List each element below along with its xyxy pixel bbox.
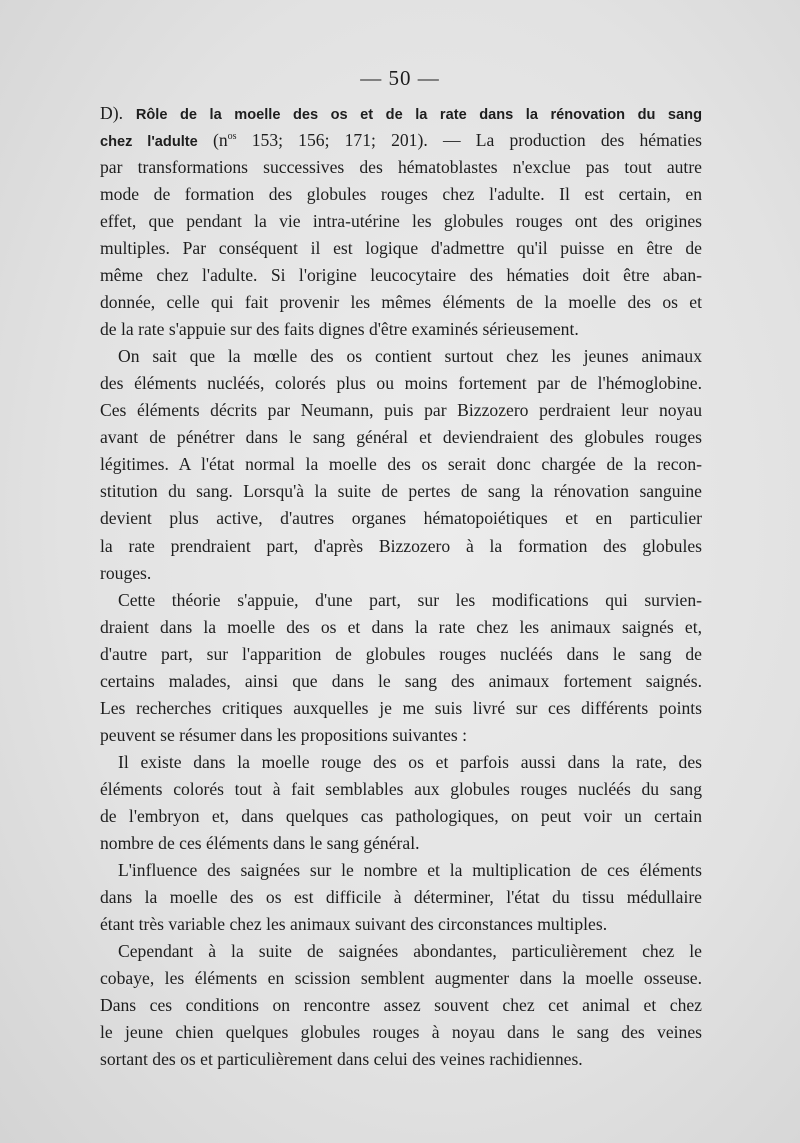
text-line: devient plus active, d'autres organes hématopoiétiques et en particulier bbox=[100, 508, 702, 529]
text-line: légitimes. A l'état normal la moelle des os serait donc chargée de la recon- bbox=[100, 454, 702, 475]
text-line: certains malades, ainsi que dans le sang des animaux fortement saignés. bbox=[100, 670, 702, 691]
text-line: d'autre part, sur l'apparition de globules rouges nucléés dans le sang de bbox=[100, 643, 702, 664]
text-line: effet, que pendant la vie intra-utérine les globules rouges ont des origines bbox=[100, 211, 702, 232]
section-line2-rest: — La production des hématies bbox=[442, 130, 702, 151]
text-line: Cette théorie s'appuie, d'une part, sur les modifications qui survien- bbox=[118, 589, 702, 610]
section-title-part-2: chez l'adulte bbox=[100, 134, 198, 151]
text-line: multiples. Par conséquent il est logique d'admettre qu'il puisse en être de bbox=[100, 238, 702, 259]
paragraphs bbox=[100, 154, 702, 1073]
text-line: Cependant à la suite de saignées abondantes, particulièrement chez le bbox=[118, 940, 702, 961]
text-line: éléments colorés tout à fait semblables aux globules rouges nucléés du sang bbox=[100, 778, 702, 799]
text-line: Les recherches critiques auxquelles je me suis livré sur ces différents points bbox=[100, 697, 702, 718]
text-line: mode de formation des globules rouges chez l'adulte. Il est certain, en bbox=[100, 184, 702, 205]
text-line: donnée, celle qui fait provenir les mêmes éléments de la moelle des os et bbox=[100, 292, 702, 313]
text-line: peuvent se résumer dans les propositions suivantes : bbox=[100, 724, 467, 745]
section-heading-line-2 bbox=[100, 127, 702, 154]
text-line: cobaye, les éléments en scission semblent augmenter dans la moelle osseuse. bbox=[100, 968, 702, 988]
page-number: — 50 — bbox=[360, 66, 440, 90]
text-line: de l'embryon et, dans quelques cas pathologiques, on peut voir un certain bbox=[100, 805, 702, 826]
text-line: le jeune chien quelques globules rouges à noyau dans le sang des veines bbox=[100, 1022, 702, 1043]
section-marker: D). bbox=[100, 103, 123, 123]
text-line: des éléments nucléés, colorés plus ou moins fortement par de l'hémoglobine. bbox=[100, 373, 702, 394]
section-refs-numbers: 153; 156; 171; 201). bbox=[251, 130, 428, 151]
text-line: avant de pénétrer dans le sang général et deviendraient des globules rouges bbox=[100, 427, 702, 448]
section-refs-sup: os bbox=[227, 131, 237, 143]
section-refs-prefix: (n bbox=[212, 130, 228, 151]
text-line: étant très variable chez les animaux suivant des circonstances multiples. bbox=[100, 913, 608, 934]
section-title-part-1: Rôle de la moelle des os et de la rate dans la rénovation du sang bbox=[135, 107, 702, 123]
text-line: sortant des os et particulièrement dans celui des veines rachidiennes. bbox=[100, 1049, 583, 1070]
body-text bbox=[100, 100, 702, 1073]
text-line: L'influence des saignées sur le nombre et la multiplication de ces éléments bbox=[118, 859, 702, 880]
text-line: stitution du sang. Lorsqu'à la suite de pertes de sang la rénovation sanguine bbox=[100, 481, 702, 502]
text-line: nombre de ces éléments dans le sang général. bbox=[100, 832, 420, 853]
section-heading-line-1 bbox=[100, 100, 702, 127]
text-line: Dans ces conditions on rencontre assez souvent chez cet animal et chez bbox=[100, 995, 702, 1016]
text-line: de la rate s'appuie sur des faits dignes d'être examinés sérieusement. bbox=[100, 319, 579, 340]
text-line: rouges. bbox=[100, 562, 152, 583]
text-line: Ces éléments décrits par Neumann, puis par Bizzozero perdraient leur noyau bbox=[100, 400, 702, 421]
text-line: même chez l'adulte. Si l'origine leucocytaire des hématies doit être aban- bbox=[100, 265, 702, 286]
text-line: par transformations successives des hématoblastes n'exclue pas tout autre bbox=[100, 157, 702, 178]
text-line: On sait que la mœlle des os contient surtout chez les jeunes animaux bbox=[118, 346, 702, 367]
text-line: dans la moelle des os est difficile à déterminer, l'état du tissu médullaire bbox=[100, 886, 702, 907]
text-line: Il existe dans la moelle rouge des os et parfois aussi dans la rate, des bbox=[118, 751, 702, 772]
text-line: la rate prendraient part, d'après Bizzozero à la formation des globules bbox=[100, 535, 702, 556]
text-line: draient dans la moelle des os et dans la rate chez les animaux saignés et, bbox=[100, 616, 702, 637]
